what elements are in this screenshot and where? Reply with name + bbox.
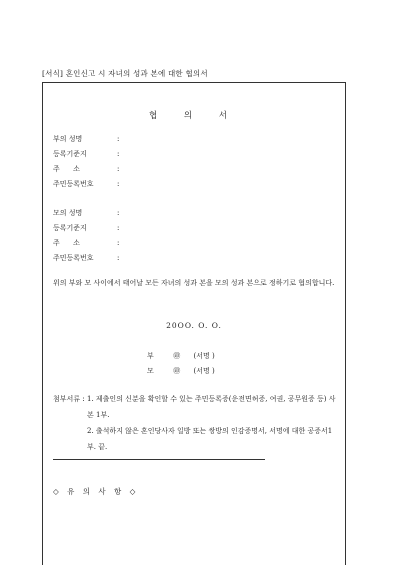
divider xyxy=(53,459,265,460)
mother-signature-row xyxy=(147,366,215,376)
signer-role: 모 xyxy=(147,367,154,375)
mother-registration-row xyxy=(53,221,119,236)
field-label: 주민등록번호 xyxy=(53,180,94,188)
field-colon: : xyxy=(117,150,120,158)
attachment-item: 2. 출석하지 않은 혼인당사자 일방 또는 쌍방의 인감증명서, 서명에 대한 공증서1부. 끝. xyxy=(87,427,333,451)
signer-role: 부 xyxy=(147,352,154,360)
field-colon: : xyxy=(117,209,120,217)
field-colon: : xyxy=(117,224,120,232)
field-label: 주 소 xyxy=(53,239,80,247)
father-signature-row xyxy=(147,351,215,361)
document-title: 협 의 서 xyxy=(148,111,240,121)
notes-heading: ◇ 유 의 사 항 ◇ xyxy=(53,487,139,496)
signature-note: (서명 ) xyxy=(193,367,215,375)
father-name-row xyxy=(53,132,119,147)
field-colon: : xyxy=(117,254,120,262)
agreement-date: 20OO. O. O. xyxy=(166,321,222,330)
agreement-form xyxy=(42,82,346,565)
field-colon: : xyxy=(117,239,120,247)
form-caption: [서식] 혼인신고 시 자녀의 성과 본에 대한 협의서 xyxy=(42,69,208,78)
field-colon: : xyxy=(117,180,120,188)
father-address-row xyxy=(53,162,119,177)
mother-address-row xyxy=(53,236,119,251)
attachment-item: 1. 제출인의 신분을 확인할 수 있는 주민등록증(운전면허증, 여권, 공무원증 등) 사본 1부. xyxy=(87,395,336,419)
field-label: 등록기준지 xyxy=(53,150,87,158)
field-label: 주민등록번호 xyxy=(53,254,94,262)
father-registration-row xyxy=(53,147,119,162)
field-label: 부의 성명 xyxy=(53,135,83,143)
field-colon: : xyxy=(117,165,120,173)
attachments-label: 첨부서류 : xyxy=(53,395,85,403)
field-label: 모의 성명 xyxy=(53,209,83,217)
field-label: 주 소 xyxy=(53,165,80,173)
seal-mark: ㊞ xyxy=(173,367,181,375)
father-resident-number-row xyxy=(53,177,119,192)
field-label: 등록기준지 xyxy=(53,224,87,232)
signature-note: (서명 ) xyxy=(193,352,215,360)
mother-info-section xyxy=(53,206,119,266)
seal-mark: ㊞ xyxy=(173,352,181,360)
field-colon: : xyxy=(117,135,120,143)
father-info-section xyxy=(53,132,119,192)
mother-name-row xyxy=(53,206,119,221)
mother-resident-number-row xyxy=(53,251,119,266)
agreement-text: 위의 부와 모 사이에서 태어날 모든 자녀의 성과 본을 모의 성과 본으로 정하기로 협의합니다. xyxy=(53,279,335,287)
